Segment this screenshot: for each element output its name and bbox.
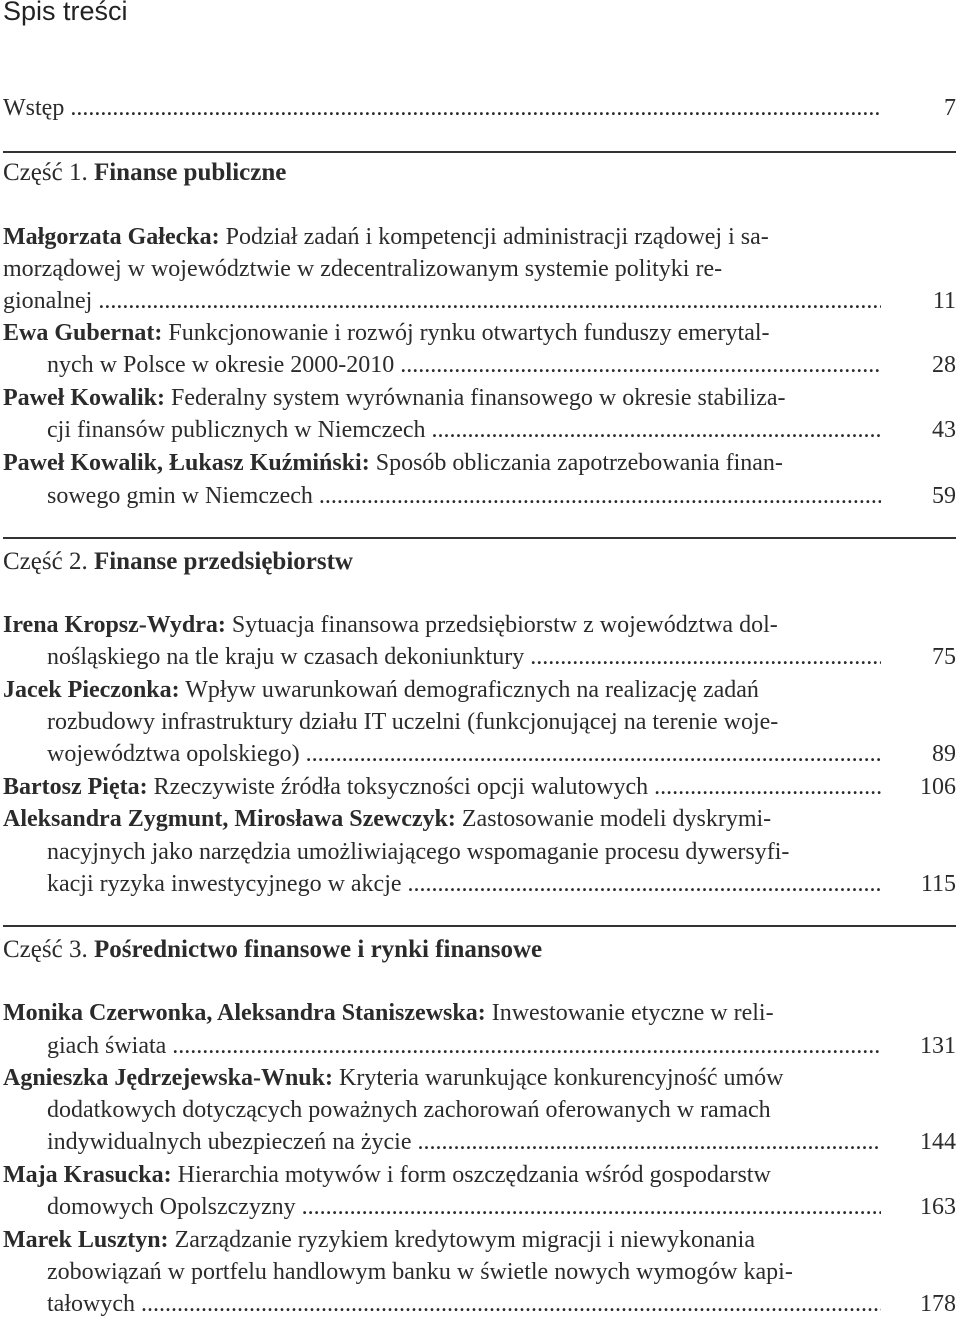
toc-entry-line[interactable]: dodatkowych dotyczących poważnych zachorowań oferowanych w ramach	[47, 1097, 771, 1123]
entry-page-number: 144	[920, 1129, 956, 1155]
intro-label: Wstęp	[3, 95, 65, 121]
entry-authors: Paweł Kowalik, Łukasz Kuźmiński:	[3, 450, 370, 476]
toc-entry-line[interactable]: Paweł Kowalik, Łukasz Kuźmiński: Sposób obliczania zapotrzebowania finan-	[3, 450, 783, 476]
entry-page-number: 59	[932, 483, 956, 509]
toc-entry-line[interactable]: Agnieszka Jędrzejewska-Wnuk: Kryteria warunkujące konkurencyjność umów	[3, 1065, 784, 1091]
section-heading-1: Część 1. Finanse publiczne	[3, 159, 287, 186]
entry-authors: Aleksandra Zygmunt, Mirosława Szewczyk:	[3, 806, 456, 832]
toc-entry-line[interactable]: gionalnej .....	[3, 285, 881, 317]
entry-page-number: 89	[932, 741, 956, 767]
intro-page-number: 7	[944, 95, 956, 121]
entry-page-number: 115	[920, 871, 956, 897]
toc-entry-line[interactable]: Monika Czerwonka, Aleksandra Staniszewska: Inwestowanie etyczne w reli-	[3, 1000, 774, 1026]
toc-entry-line[interactable]: Irena Kropsz-Wydra: Sytuacja finansowa przedsiębiorstw z województwa dol-	[3, 612, 778, 638]
entry-authors: Maja Krasucka:	[3, 1162, 172, 1188]
toc-entry-line[interactable]: województwa opolskiego) .....	[47, 738, 881, 770]
toc-entry-line[interactable]: Bartosz Pięta: Rzeczywiste źródła toksyczności opcji walutowych .....	[3, 771, 881, 803]
entry-authors: Ewa Gubernat:	[3, 320, 163, 346]
entry-page-number: 178	[920, 1291, 956, 1317]
section-divider	[3, 151, 956, 153]
toc-entry-intro[interactable]	[3, 92, 881, 124]
entry-authors: Małgorzata Gałecka:	[3, 224, 220, 250]
toc-entry-line[interactable]: cji finansów publicznych w Niemczech .....	[47, 414, 881, 446]
toc-entry-line[interactable]: Małgorzata Gałecka: Podział zadań i kompetencji administracji rządowej i sa-	[3, 224, 769, 250]
toc-entry-line[interactable]: nych w Polsce w okresie 2000-2010 .....	[47, 349, 881, 381]
entry-authors: Marek Lusztyn:	[3, 1227, 169, 1253]
toc-entry-line[interactable]: nacyjnych jako narzędzia umożliwiającego wspomaganie procesu dywersyfi-	[47, 839, 790, 865]
toc-entry-line[interactable]: Jacek Pieczonka: Wpływ uwarunkowań demograficznych na realizację zadań	[3, 677, 759, 703]
section-heading-2: Część 2. Finanse przedsiębiorstw	[3, 548, 353, 575]
entry-authors: Monika Czerwonka, Aleksandra Staniszewska:	[3, 1000, 486, 1026]
toc-entry-line[interactable]: indywidualnych ubezpieczeń na życie .....	[47, 1126, 881, 1158]
entry-authors: Jacek Pieczonka:	[3, 677, 180, 703]
toc-entry-line[interactable]: Ewa Gubernat: Funkcjonowanie i rozwój rynku otwartych funduszy emerytal-	[3, 320, 770, 346]
toc-entry-line[interactable]: sowego gmin w Niemczech .....	[47, 480, 881, 512]
section-divider	[3, 537, 956, 539]
toc-entry-line[interactable]: tałowych .....	[47, 1288, 881, 1320]
entry-page-number: 163	[920, 1194, 956, 1220]
toc-entry-line[interactable]: domowych Opolszczyzny .....	[47, 1191, 881, 1223]
entry-page-number: 11	[932, 288, 956, 314]
toc-entry-line[interactable]: Maja Krasucka: Hierarchia motywów i form oszczędzania wśród gospodarstw	[3, 1162, 771, 1188]
entry-page-number: 43	[932, 417, 956, 443]
entry-authors: Irena Kropsz-Wydra:	[3, 612, 226, 638]
toc-entry-line[interactable]: Aleksandra Zygmunt, Mirosława Szewczyk: Zastosowanie modeli dyskrymi-	[3, 806, 772, 832]
toc-entry-line[interactable]: Marek Lusztyn: Zarządzanie ryzykiem kredytowym migracji i niewykonania	[3, 1227, 756, 1253]
entry-page-number: 106	[920, 774, 956, 800]
toc-entry-line[interactable]: nośląskiego na tle kraju w czasach dekoniunktury .....	[47, 641, 881, 673]
page-title: Spis treści	[3, 0, 128, 26]
entry-authors: Agnieszka Jędrzejewska-Wnuk:	[3, 1065, 333, 1091]
entry-authors: Bartosz Pięta:	[3, 774, 148, 800]
entry-authors: Paweł Kowalik:	[3, 385, 165, 411]
section-heading-3: Część 3. Pośrednictwo finansowe i rynki finansowe	[3, 936, 543, 963]
section-divider	[3, 925, 956, 927]
toc-entry-line[interactable]: kacji ryzyka inwestycyjnego w akcje .....	[47, 868, 881, 900]
toc-entry-line[interactable]: Paweł Kowalik: Federalny system wyrównania finansowego w okresie stabiliza-	[3, 385, 786, 411]
entry-page-number: 75	[932, 644, 956, 670]
toc-entry-line[interactable]: zobowiązań w portfelu handlowym banku w świetle nowych wymogów kapi-	[47, 1259, 793, 1285]
entry-page-number: 28	[932, 352, 956, 378]
toc-entry-line[interactable]: morządowej w województwie w zdecentralizowanym systemie polityki re-	[3, 256, 723, 282]
entry-page-number: 131	[920, 1033, 956, 1059]
toc-entry-line[interactable]: giach świata .....	[47, 1030, 881, 1062]
toc-entry-line[interactable]: rozbudowy infrastruktury działu IT uczelni (funkcjonującej na terenie woje-	[47, 709, 779, 735]
